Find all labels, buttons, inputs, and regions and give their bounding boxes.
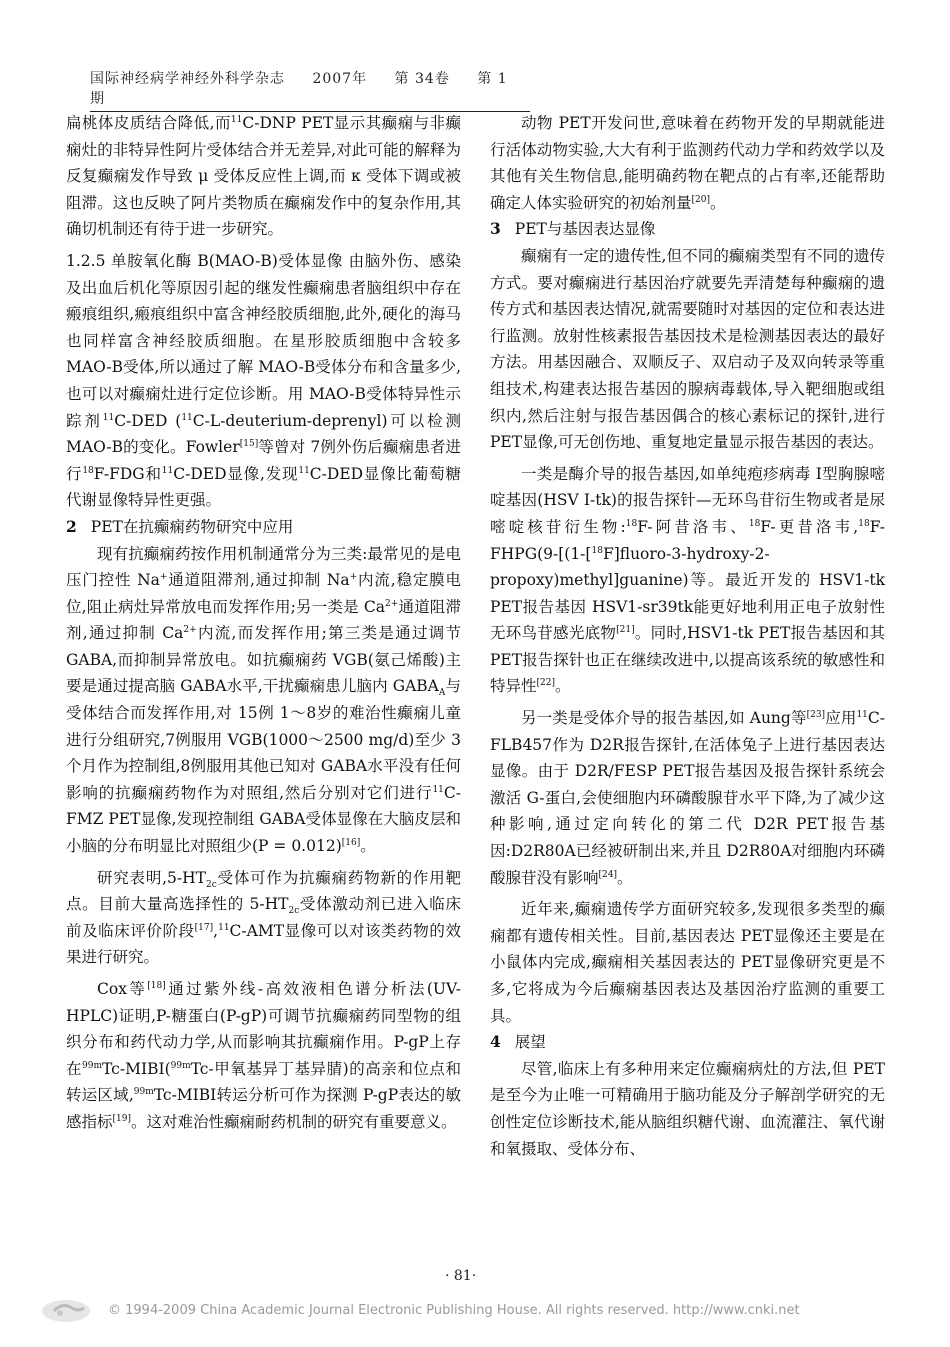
superscript: 2+ xyxy=(384,598,399,609)
paragraph: 研究表明$,5-HT_{2c}$受体可作为抗癫痫药物新的作用靶点。目前大量高选择性的 $5-HT_{2c}$受体激动剂已进入临床前及临床评价阶段[17],$^{11}$C-AMT显像可以对该类药物的效果进行研究。 xyxy=(66,868,461,967)
section-title: PET在抗癫痫药物研究中应用 xyxy=(90,517,294,536)
superscript: 11 xyxy=(181,412,193,423)
superscript: 18 xyxy=(858,518,870,529)
superscript: 11 xyxy=(230,114,243,125)
superscript: [22] xyxy=(536,678,555,689)
superscript: 99m xyxy=(133,1087,154,1098)
paragraph: 一类是酶介导的报告基因,如单纯疱疹病毒 I型胸腺嘧啶基因(HSV I-tk)的报告探针—无环鸟苷衍生物或者是尿嘧啶核苷衍生物:$^{18}$F-阿昔洛韦、$^{18}$F-更昔洛韦,$^{18}$F-FHPG(9-[(1-[$^{18}$F]fluoro-3-hydroxy-2-propoxy)methyl]guanine)等。最近开发的 HSV1-tk PET报告基因 HSV1-sr39tk能更好地利用正电子放射性无环鸟苷感光底物[21]。同时,HSV1-tk PET报告基因和其 PET报告探针也正在继续改进中,以提高该系统的敏感性和特异性[22]。 xyxy=(490,464,885,696)
volume: 第 34卷 xyxy=(394,71,450,87)
year: 2007年 xyxy=(312,71,368,87)
superscript: [18] xyxy=(147,980,166,991)
cnki-logo-icon xyxy=(40,1298,92,1324)
superscript: [17] xyxy=(194,922,214,933)
paragraph: 尽管,临床上有多种用来定位癫痫病灶的方法,但 PET是至今为止唯一可精确用于脑功能及分子解剖学研究的无创性定位诊断技术,能从脑组织糖代谢、血流灌注、氧代谢和氧摄取、受体分布、 xyxy=(490,1059,885,1158)
section-number: 2 xyxy=(66,516,77,536)
superscript: 18 xyxy=(82,465,94,476)
subscript: 2c xyxy=(206,879,217,890)
superscript: 11 xyxy=(161,465,174,476)
superscript: [21] xyxy=(616,625,635,636)
superscript: [23] xyxy=(806,709,826,720)
superscript: 18 xyxy=(591,545,603,556)
superscript: [15] xyxy=(239,438,259,449)
superscript: [24] xyxy=(598,869,617,880)
superscript: 11 xyxy=(856,709,868,720)
superscript: + xyxy=(349,571,358,582)
section-heading-2 xyxy=(66,514,461,541)
subscript: 2c xyxy=(288,906,300,917)
paragraph: 扁桃体皮质结合降低,而$^{11}$C-DNP PET显示其癫痫与非癫痫灶的非特异性阿片受体结合并无差异,对此可能的解释为反复癫痫发作导致 μ 受体反应性上调,而 κ 受体下调或被阻滞。这也反映了阿片类物质在癫痫发作中的复杂作用,其确切机制还有待于进一步研究。 xyxy=(66,114,461,239)
issue: 第 1期 xyxy=(90,71,508,107)
superscript: 18 xyxy=(625,518,638,529)
section-title: PET与基因表达显像 xyxy=(514,220,656,239)
footer xyxy=(40,1298,900,1328)
paragraph: 动物 PET开发问世,意味着在药物开发的早期就能进行活体动物实验,大大有利于监测药代动力学和药效学以及其他有关生物信息,能明确药物在靶点的占有率,还能帮助确定人体实验研究的初始剂量[20]。 xyxy=(490,114,885,212)
paragraph-mao-b: 1.2.5 单胺氧化酶 B(MAO-B)受体显像 由脑外伤、感染及出血后机化等原因引起的继发性癫痫患者脑组织中存在瘢痕组织,瘢痕组织中富含神经胶质细胞,此外,硬化的海马也同样富含神经胶质细胞。在星形胶质细胞中含较多 MAO-B受体,所以通过了解 MAO-B受体分布和含量多少,也可以对癫痫灶进行定位诊断。用 MAO-B受体特异性示踪剂$^{11}$C-DED ($^{11}$C-L-deuterium-deprenyl)可以检测 MAO-B的变化。Fowler[15]等曾对 7例外伤后癫痫患者进行$^{18}$F-FDG和$^{11}$C-DED显像,发现$^{11}$C-DED显像比葡萄糖代谢显像特异性更强。 xyxy=(66,251,462,510)
section-heading-3 xyxy=(490,216,885,243)
running-header xyxy=(90,68,530,112)
superscript: + xyxy=(159,571,168,582)
journal-name: 国际神经病学神经外科学杂志 xyxy=(90,71,285,87)
superscript: 99m xyxy=(170,1060,191,1071)
superscript: 11 xyxy=(102,412,115,423)
superscript: 11 xyxy=(218,922,230,933)
superscript: [20] xyxy=(691,194,710,205)
superscript: 11 xyxy=(298,465,310,476)
paragraph: 另一类是受体介导的报告基因,如 Aung等[23]应用$^{11}$C-FLB457作为 D2R报告探针,在活体兔子上进行基因表达显像。由于 D2R/FESP PET报告基因及报告探针系统会激活 G-蛋白,会使细胞内环磷酸腺苷水平下降,为了减少这种影响,通过定向转化的第二代 D2R PET报告基因:D2R80A已经被研制出来,并且 D2R80A对细胞内环磷酸腺苷没有影响[24]。 xyxy=(490,709,885,887)
paragraph: 现有抗癫痫药按作用机制通常分为三类:最常见的是电压门控性 Na+通道阻滞剂,通过抑制 Na+内流,稳定膜电位,阻止病灶异常放电而发挥作用;另一类是 $Ca^{2+}$通道阻滞剂,通过抑制 $Ca^{2+}$内流,而发挥作用;第三类是通过调节 GABA,而抑制异常放电。如抗癫痫药 VGB(氨己烯酸)主要是通过提高脑 GABA水平,干扰癫痫患儿脑内 $GABA_A$与受体结合而发挥作用,对 15例 1～8岁的难治性癫痫儿童进行分组研究,7例服用 VGB(1000～2500 mg/d)至少 3个月作为控制组,8例服用其他已知对 GABA水平没有任何影响的抗癫痫药物作为对照组,然后分别对它们进行$^{11}$C-FMZ PET显像,发现控制组 GABA受体显像在大脑皮层和小脑的分布明显比对照组少(P = 0.012)[16]。 xyxy=(66,544,461,856)
subscript: A xyxy=(438,688,446,699)
superscript: 11 xyxy=(432,784,444,795)
superscript: [16] xyxy=(341,837,361,848)
superscript: 99m xyxy=(82,1060,103,1071)
section-title: 展望 xyxy=(514,1033,546,1052)
section-number: 3 xyxy=(490,219,501,239)
paragraph: Cox等[18]通过紫外线-高效液相色谱分析法(UV-HPLC)证明,P-糖蛋白(P-gP)可调节抗癫痫药同型物的组织分布和药代动力学,从而影响其抗癫痫作用。P-gP上存在$^{99m}$Tc-MIBI($^{99m}$Tc-甲氧基异丁基异腈)的高亲和位点和转运区域,$^{99m}$Tc-MIBI转运分析可作为探测 P-gP表达的敏感指标[19]。这对难治性癫痫耐药机制的研究有重要意义。 xyxy=(66,980,461,1131)
section-heading-4 xyxy=(490,1029,885,1056)
superscript: 18 xyxy=(748,518,761,529)
superscript: [19] xyxy=(112,1113,131,1124)
superscript: 2+ xyxy=(183,625,197,636)
paragraph: 近年来,癫痫遗传学方面研究较多,发现很多类型的癫痫都有遗传相关性。目前,基因表达 PET显像还主要是在小鼠体内完成,癫痫相关基因表达的 PET显像研究更是不多,它将成为今后癫痫基因表达及基因治疗监测的重要工具。 xyxy=(490,900,885,1025)
paragraph: 癫痫有一定的遗传性,但不同的癫痫类型有不同的遗传方式。要对癫痫进行基因治疗就要先弄清楚每种癫痫的遗传方式和基因表达情况,就需要随时对基因的定位和表达进行监测。放射性核素报告基因技术是检测基因表达的最好方法。用基因融合、双顺反子、双启动子及双向转录等重组技术,构建表达报告基因的腺病毒载体,导入靶细胞或组织内,然后注射与报告基因偶合的核心素标记的探针,进行 PET显像,可无创伤地、重复地定量显示报告基因的表达。 xyxy=(490,246,885,452)
right-column xyxy=(490,110,885,1162)
left-column xyxy=(66,110,461,1136)
copyright-notice: © 1994-2009 China Academic Journal Electronic Publishing House. All rights reserved. http://www.cnki.net xyxy=(108,1303,800,1318)
page-number: · 81· xyxy=(445,1268,477,1284)
section-number: 4 xyxy=(490,1032,501,1052)
